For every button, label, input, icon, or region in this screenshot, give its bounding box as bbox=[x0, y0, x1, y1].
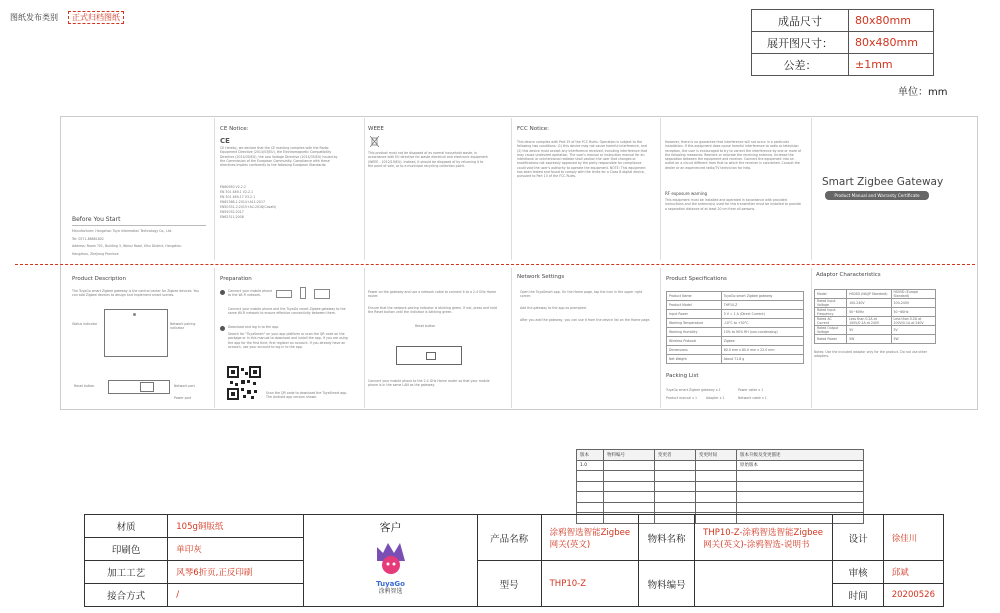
table-cell: Rated Input Frequency bbox=[815, 308, 847, 317]
step-1-text: Connect your mobile phone to the Wi-Fi network. bbox=[228, 289, 273, 298]
table-cell bbox=[696, 492, 737, 503]
spec-val: THP10-Z bbox=[721, 301, 803, 310]
material-no-value bbox=[695, 561, 833, 607]
table-cell bbox=[696, 481, 737, 492]
table-cell: 50~60Hz bbox=[891, 308, 935, 317]
review-value: 邱斌 bbox=[883, 561, 943, 584]
ce-mark-icon: CE bbox=[220, 137, 230, 145]
table-row bbox=[815, 290, 936, 299]
power-on-step: Power on the gateway and use a network cable to connect it to a 2.4 GHz Home router. bbox=[368, 290, 497, 299]
table-cell: Rated Output Voltage bbox=[815, 326, 847, 335]
table-cell bbox=[696, 460, 737, 471]
adaptor-title: Adaptor Characteristics bbox=[816, 272, 881, 278]
interference-body: However, there is no guarantee that interference will not occur in a particular installation. If this equipment does cause harmful interference to radio or television reception, the user is encouraged to try to correct the interference by one or more of the following measures: Reorient or relocate the receiving antenna. Increase the separation between the equipment and receiver. Connect the equipment into an outlet on a circuit different from that to which the receiver is connected. Consult the dealer or an experienced radio/TV technician for help. bbox=[665, 140, 802, 170]
ce-standard: EN62311:2008 bbox=[220, 215, 244, 219]
joint-label: 接合方式 bbox=[85, 584, 168, 607]
table-cell bbox=[577, 502, 604, 513]
status-indicator-label: Status indicator bbox=[72, 322, 98, 326]
divider bbox=[72, 225, 206, 226]
table-row bbox=[577, 460, 864, 471]
spec-table bbox=[751, 9, 934, 76]
material-label: 材质 bbox=[85, 515, 168, 538]
table-cell bbox=[604, 460, 655, 471]
revision-table bbox=[576, 449, 864, 524]
table-row bbox=[577, 492, 864, 503]
address-text: Hangzhou, Zhejiang Province bbox=[72, 252, 119, 256]
network-step-2: Add the gateway to the app as prompted. bbox=[520, 306, 587, 310]
table-row bbox=[815, 308, 936, 317]
gateway-figure bbox=[314, 289, 330, 299]
joint-value: / bbox=[168, 584, 304, 607]
table-head: Model bbox=[815, 290, 847, 299]
category-value: 正式归档图纸 bbox=[68, 11, 124, 24]
product-name-value: 涂鸦智选智能Zigbee网关(英文) bbox=[541, 515, 638, 561]
spec-key: Product Name bbox=[667, 292, 722, 301]
table-head: 版本 bbox=[577, 450, 604, 461]
spec-key: Working Temperature bbox=[667, 319, 722, 328]
spec-val: About 71.8 g bbox=[721, 355, 803, 364]
table-cell bbox=[604, 502, 655, 513]
lan-step: Connect your mobile phone to the 2.4 GHz Home router so that your mobile phone is in the same LAN as the gateway. bbox=[368, 379, 490, 388]
preparation-title: Preparation bbox=[220, 276, 252, 282]
table-row bbox=[815, 317, 936, 326]
spec-val: 10% to 90% RH (non-condensing) bbox=[721, 328, 803, 337]
table-cell: 100-240V bbox=[891, 299, 935, 308]
table-row bbox=[667, 328, 804, 337]
table-row bbox=[667, 337, 804, 346]
logo-text: TuyaGo bbox=[376, 580, 405, 588]
spec-key: Working Humidity bbox=[667, 328, 722, 337]
table-cell bbox=[577, 471, 604, 482]
spec-val: 5 V = 1 A (Direct Current) bbox=[721, 310, 803, 319]
logo-cn-text: 涂鸦智选 bbox=[378, 588, 403, 595]
table-row bbox=[667, 346, 804, 355]
customer-cell bbox=[304, 515, 477, 607]
table-cell: 5W bbox=[847, 335, 891, 344]
table-cell bbox=[604, 481, 655, 492]
model-label: 型号 bbox=[477, 561, 541, 607]
table-head: 变更者 bbox=[655, 450, 696, 461]
table-head: HS05D (NA/JP Standard) bbox=[847, 290, 891, 299]
product-specs-table bbox=[666, 291, 804, 364]
table-cell: 5V bbox=[891, 326, 935, 335]
table-row bbox=[577, 502, 864, 513]
tuyago-logo-icon bbox=[371, 539, 411, 577]
packing-item: TuyaGo smart Zigbee gateway x 1 bbox=[666, 388, 721, 392]
table-cell bbox=[737, 502, 864, 513]
table-row bbox=[85, 515, 944, 538]
cover-subtitle: Product Manual and Warranty Certificate bbox=[825, 191, 929, 200]
material-no-label: 物料编号 bbox=[639, 561, 695, 607]
network-step-1: Open the TuyaSmart app. On the Home page, tap the icon in the upper right corner. bbox=[520, 290, 643, 299]
table-row bbox=[815, 326, 936, 335]
spec-label: 公差： bbox=[752, 54, 849, 76]
cover-title: Smart Zigbee Gateway bbox=[822, 176, 944, 188]
manufacturer-text: Manufacturer: Hangzhou Tuya Information Technology Co., Ltd. bbox=[72, 229, 173, 233]
fcc-body: This device complies with Part 15 of the FCC Rules. Operation is subject to the following two conditions: (1) this device may not cause harmful interference, and (2) this device must accept any interference received, including interference that may cause undesired operation. The user's manual or instruction manual for an intentional or unintentional radiator shall caution the user that changes or modifications not expressly approved by the party responsible for compliance could void the user's authority to operate the equipment. NOTE: This equipment has been tested and found to comply with the limits for a Class B digital device, pursuant to Part 15 of the FCC Rules. bbox=[517, 140, 648, 179]
table-cell: Less than 0.2A at 100V/0.1A at 240V bbox=[847, 317, 891, 326]
color-value: 单印灰 bbox=[168, 538, 304, 561]
table-head: 变更时间 bbox=[696, 450, 737, 461]
model-value: THP10-Z bbox=[541, 561, 638, 607]
power-port-label: Power port bbox=[174, 396, 192, 400]
table-row bbox=[815, 335, 936, 344]
table-cell bbox=[696, 502, 737, 513]
step-1-icon bbox=[220, 290, 225, 295]
table-cell: Rated Power bbox=[815, 335, 847, 344]
adaptor-note: Notes: Use the included adaptor only for the product. Do not use other adapters. bbox=[814, 350, 928, 359]
spec-label: 成品尺寸 bbox=[752, 10, 849, 32]
spec-key: Input Power bbox=[667, 310, 722, 319]
table-cell bbox=[577, 481, 604, 492]
table-cell: Rated AC Current bbox=[815, 317, 847, 326]
weee-title: WEEE bbox=[368, 126, 384, 132]
table-cell bbox=[655, 471, 696, 482]
table-cell: 100-240V bbox=[847, 299, 891, 308]
process-value: 风琴6折页,正反印刷 bbox=[168, 561, 304, 584]
unit-label: 单位：mm bbox=[898, 87, 948, 98]
table-cell: 原始版本 bbox=[737, 460, 864, 471]
table-cell: 5V bbox=[847, 326, 891, 335]
packing-item: Adapter x 1 bbox=[706, 396, 725, 400]
packing-item: Power cable x 1 bbox=[738, 388, 764, 392]
time-value: 20200526 bbox=[883, 584, 943, 607]
adaptor-table bbox=[814, 289, 936, 344]
packing-list-title: Packing List bbox=[666, 373, 699, 379]
reset-hole-icon bbox=[426, 352, 436, 360]
reset-button-label: Reset button bbox=[74, 384, 95, 388]
table-cell bbox=[604, 492, 655, 503]
ce-standard: EN 301 489-1 V2.2.1 bbox=[220, 190, 254, 194]
design-value: 徐佳川 bbox=[883, 515, 943, 561]
ce-standard: EN55032:2017 bbox=[220, 210, 244, 214]
product-name-label: 产品名称 bbox=[477, 515, 541, 561]
network-settings-title: Network Settings bbox=[517, 274, 565, 280]
material-value: 105g铜版纸 bbox=[168, 515, 304, 538]
step-2-icon bbox=[220, 326, 225, 331]
spec-key: Product Model bbox=[667, 301, 722, 310]
qr-code-icon bbox=[227, 366, 261, 400]
table-cell bbox=[737, 481, 864, 492]
ce-standard: EN 301 489-17 V3.2.1 bbox=[220, 195, 256, 199]
spec-val: Zigbee bbox=[721, 337, 803, 346]
table-row bbox=[85, 561, 944, 584]
gateway-back-figure bbox=[108, 380, 170, 394]
table-row bbox=[577, 471, 864, 482]
table-cell bbox=[655, 481, 696, 492]
ce-standard: EN50332-2:2015+AC:2016(Cavatt) bbox=[220, 205, 277, 209]
table-cell: Less than 0.2A at 100V/0.1A at 240V bbox=[891, 317, 935, 326]
table-cell: Rated Input Voltage bbox=[815, 299, 847, 308]
table-cell bbox=[737, 471, 864, 482]
status-led-icon bbox=[133, 313, 136, 316]
spec-value: ±1mm bbox=[849, 54, 934, 76]
router-figure bbox=[276, 290, 292, 298]
packing-item: Network cable x 1 bbox=[738, 396, 767, 400]
reset-area-label: Reset button bbox=[415, 324, 436, 328]
qr-caption: Scan the QR code to download the TuyaSmart app. The Android app version shown. bbox=[266, 391, 348, 400]
material-name-value: THP10-Z-涂鸦智选智能Zigbee网关(英文)-涂鸦智选-说明书 bbox=[695, 515, 833, 561]
address-text: Address: Room 701, Building 3, Wenxi Road, Xihu District, Hangzhou bbox=[72, 244, 182, 248]
review-label: 审核 bbox=[833, 561, 883, 584]
spec-value: 80x80mm bbox=[849, 10, 934, 32]
table-cell bbox=[737, 492, 864, 503]
table-row bbox=[577, 450, 864, 461]
table-row bbox=[667, 301, 804, 310]
spec-label: 展开图尺寸： bbox=[752, 32, 849, 54]
category-label: 图纸发布类别 bbox=[10, 13, 58, 22]
material-name-label: 物料名称 bbox=[639, 515, 695, 561]
fcc-title: FCC Notice: bbox=[517, 126, 550, 132]
table-cell bbox=[696, 471, 737, 482]
spec-row bbox=[752, 10, 934, 32]
spec-val: -10°C to +50°C bbox=[721, 319, 803, 328]
table-row bbox=[667, 292, 804, 301]
network-pairing-label: Network pairing indicator bbox=[170, 322, 196, 331]
rf-title: RF exposure warning bbox=[665, 191, 708, 196]
network-port-label: Network port bbox=[174, 384, 195, 388]
table-row bbox=[667, 310, 804, 319]
table-row bbox=[815, 299, 936, 308]
fold-line bbox=[15, 264, 975, 265]
product-description-body: The TuyaGo smart Zigbee gateway is the control center for Zigbee devices. You can add Zigbee devices to design and implement smart scenes. bbox=[72, 289, 199, 298]
spec-val: TuyaGo smart Zigbee gateway bbox=[721, 292, 803, 301]
gateway-front-figure bbox=[104, 309, 168, 357]
rf-body: This equipment must be installed and operated in accordance with provided instructions and the antenna(s) used for this transmitter must be installed to provide a separation distance of at least 20 cm from all persons. bbox=[665, 198, 801, 211]
table-cell bbox=[655, 502, 696, 513]
weee-body: This product must not be disposed of as normal household waste, in accordance with EU directive for waste electrical and electronic equipment (WEEE - 2012/19/EU). Instead, it should be disposed of by returning it to the point of sale, or to a municipal recycling collection point. bbox=[368, 151, 488, 168]
title-block bbox=[84, 514, 944, 607]
phone-figure bbox=[300, 287, 306, 299]
table-cell bbox=[604, 471, 655, 482]
ce-standard: EN62368-1:2014+A11:2017 bbox=[220, 200, 265, 204]
table-cell: 1.0 bbox=[577, 460, 604, 471]
table-head: HS05D (Europe Standard) bbox=[891, 290, 935, 299]
spec-row bbox=[752, 54, 934, 76]
network-step-3: After you add the gateway, you can use it from the device list on the Home page. bbox=[520, 318, 651, 322]
table-row bbox=[667, 355, 804, 364]
table-head: 物料编号 bbox=[604, 450, 655, 461]
network-port-icon bbox=[140, 382, 154, 392]
table-cell bbox=[655, 460, 696, 471]
table-cell: 5W bbox=[891, 335, 935, 344]
weee-bin-icon bbox=[370, 136, 379, 147]
ce-standard: EN60950 V2.2.2 bbox=[220, 185, 246, 189]
color-label: 印刷色 bbox=[85, 538, 168, 561]
time-label: 时间 bbox=[833, 584, 883, 607]
product-specs-title: Product Specifications bbox=[666, 276, 727, 282]
ce-body: CE Hereby, we declare that the CE marking complies with the Radio Equipment Directive (2014/53/EU), the Electromagnetic Compatibility Directive (2014/30/EU), the Low Voltage Directive (2014/35/EU) issued by the Commission of the European Community. Compliance with these directives implies conformity to the following European Standards: bbox=[220, 146, 338, 168]
process-label: 加工工艺 bbox=[85, 561, 168, 584]
ce-title: CE Notice: bbox=[220, 126, 249, 132]
table-row bbox=[577, 481, 864, 492]
before-start-title: Before You Start bbox=[72, 216, 121, 223]
spec-key: Wireless Protocol bbox=[667, 337, 722, 346]
spec-value: 80x480mm bbox=[849, 32, 934, 54]
table-cell bbox=[655, 492, 696, 503]
spec-row bbox=[752, 32, 934, 54]
spec-val: 80.0 mm x 80.0 mm x 22.0 mm bbox=[721, 346, 803, 355]
table-row bbox=[667, 319, 804, 328]
table-cell bbox=[577, 492, 604, 503]
customer-label: 客户 bbox=[379, 521, 402, 534]
table-head: 版本升级及变更描述 bbox=[737, 450, 864, 461]
design-label: 设计 bbox=[833, 515, 883, 561]
spec-key: Dimensions bbox=[667, 346, 722, 355]
spec-key: Net Weight bbox=[667, 355, 722, 364]
product-description-title: Product Description bbox=[72, 276, 126, 282]
pairing-step: Ensure that the network pairing indicator is blinking green. If not, press and hold the Reset button until the indicator is blinking green. bbox=[368, 306, 497, 315]
tel-text: Tel: 0571-86681802 bbox=[72, 237, 104, 241]
table-cell: 50~60Hz bbox=[847, 308, 891, 317]
step-2-text: Download and log in to the app. bbox=[228, 325, 280, 329]
step-2b-text: Search for "TuyaSmart" on your app platform or scan the QR code on the package or in this manual to download and install the app. If you are using the app for the first time, first register an account. If you already have an account, use your account to log in to the app. bbox=[228, 332, 348, 349]
step-1b-text: Connect your mobile phone and the TuyaGo smart Zigbee gateway to the same Wi-Fi network to ensure effective connectivity between them. bbox=[228, 307, 346, 316]
packing-item: Product manual x 1 bbox=[666, 396, 697, 400]
